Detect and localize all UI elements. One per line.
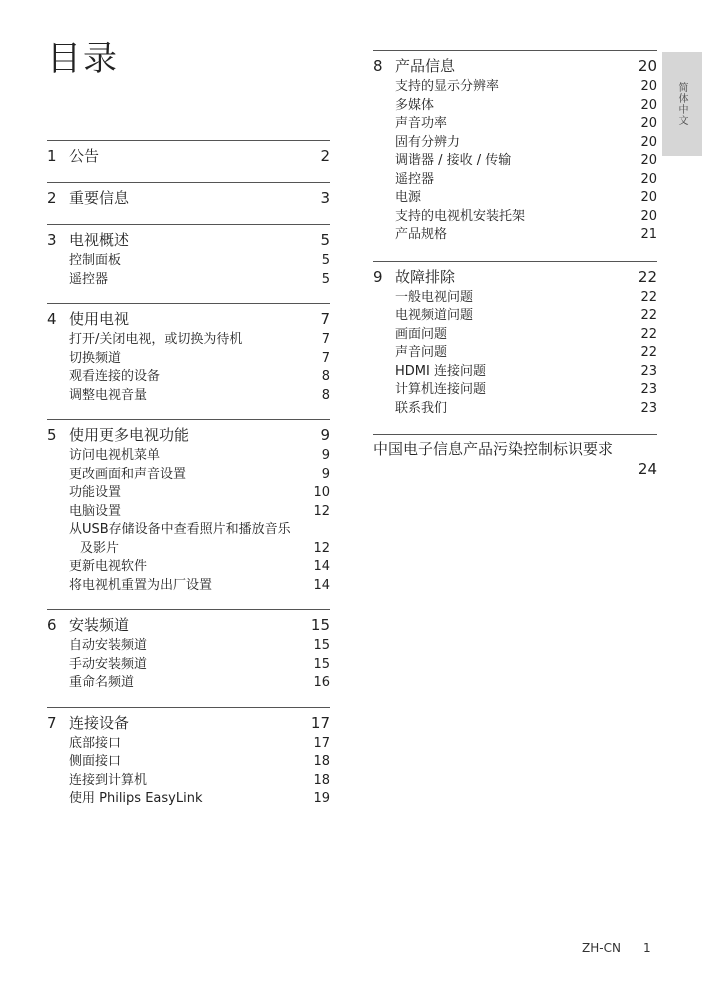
toc-item-title: 声音问题 [395,345,448,360]
toc-item-page: 22 [640,326,657,342]
toc-item[interactable] [373,78,657,97]
toc-left-column [47,140,330,809]
toc-section-number: 3 [47,231,57,249]
toc-item-page: 20 [640,116,657,131]
toc-item-page: 12 [313,540,330,556]
toc-section-title: 电视概述 [69,231,130,249]
toc-section-number: 6 [47,616,57,634]
toc-item[interactable] [47,271,330,290]
toc-section [47,609,330,693]
toc-item-page: 23 [640,363,657,379]
toc-section-page: 5 [320,231,330,249]
toc-section-heading[interactable] [47,308,330,331]
toc-item-title: 多媒体 [395,97,435,113]
toc-item-page: 7 [321,350,330,366]
toc-item-title: 连接到计算机 [69,772,148,788]
toc-section-number: 5 [47,426,57,444]
toc-item-title: 将电视机重置为出厂设置 [69,577,213,593]
toc-section-page: 20 [637,57,657,75]
toc-item-title-continued [69,540,330,559]
toc-section-title: 重要信息 [69,189,130,207]
toc-item-title: 产品规格 [395,227,448,242]
toc-section-page: 7 [320,310,330,328]
toc-item[interactable] [373,289,657,308]
toc-item-title: 自动安装频道 [69,638,148,653]
toc-item-page: 23 [640,400,657,416]
toc-item-page: 8 [321,369,330,384]
toc-section-page: 2 [320,147,330,165]
footer-page-number: 1 [642,941,651,955]
toc-item-page: 9 [321,466,330,482]
toc-item-title: 电源 [395,190,422,205]
toc-item-title: 打开/关闭电视，或切换为待机 [69,332,243,347]
toc-item-page: 15 [313,638,330,653]
toc-item-title: 切换频道 [69,350,122,366]
toc-section-number: 7 [47,713,57,732]
toc-item[interactable] [47,252,330,271]
toc-item-page: 7 [321,332,330,347]
toc-section-page: 17 [310,713,330,732]
toc-section-title: 安装频道 [69,616,130,634]
toc-item-page: 20 [640,79,657,94]
toc-item[interactable] [373,171,657,190]
toc-item-page: 5 [321,253,330,268]
toc-item-page: 20 [640,190,657,205]
toc-item-page: 17 [313,735,330,751]
toc-item-page: 9 [321,448,330,463]
toc-item-title: 计算机连接问题 [395,382,487,397]
toc-standalone-title: 中国电子信息产品污染控制标识要求 [373,440,614,458]
toc-section [373,50,657,245]
toc-item-title: 观看连接的设备 [69,369,161,384]
toc-item[interactable] [373,400,657,419]
toc-item-title: 联系我们 [395,400,448,416]
toc-item[interactable] [373,363,657,382]
toc-item-page: 14 [313,559,330,574]
toc-item[interactable] [47,387,330,406]
toc-item[interactable] [47,484,330,503]
toc-item-title: 侧面接口 [69,754,122,769]
toc-item-page: 20 [640,171,657,187]
toc-item[interactable] [47,503,330,522]
toc-item[interactable] [47,447,330,466]
toc-item-title: 更改画面和声音设置 [69,466,187,482]
toc-section-title: 使用电视 [69,310,130,328]
toc-item[interactable] [373,97,657,116]
toc-item[interactable] [373,326,657,345]
toc-item-title: 遥控器 [69,271,109,287]
toc-section-page: 15 [310,616,330,634]
toc-section-heading[interactable] [47,424,330,447]
toc-item[interactable] [47,753,330,772]
toc-section-number: 8 [373,57,383,75]
toc-item[interactable] [47,772,330,791]
toc-item-title: HDMI 连接问题 [395,363,486,379]
toc-item[interactable] [47,521,330,558]
toc-item[interactable] [373,208,657,227]
toc-section-heading[interactable] [47,712,330,735]
toc-section [47,224,330,289]
toc-section-heading[interactable] [47,229,330,252]
language-tab [662,52,702,156]
toc-item-page: 22 [640,289,657,305]
toc-section-heading[interactable] [373,55,657,78]
toc-section-title: 故障排除 [395,267,456,286]
toc-item-page: 14 [313,577,330,593]
toc-section-page: 22 [637,267,657,286]
toc-item[interactable] [373,152,657,171]
toc-item[interactable] [47,466,330,485]
toc-item-page: 10 [313,485,330,500]
toc-item-title: 支持的显示分辨率 [395,79,500,94]
toc-item[interactable] [373,381,657,400]
toc-item-page: 5 [321,271,330,287]
toc-standalone-section[interactable] [373,434,657,479]
toc-item-page: 19 [313,791,330,806]
toc-item-title: 一般电视问题 [395,289,474,305]
toc-item[interactable] [47,790,330,809]
toc-item-page: 21 [640,227,657,242]
toc-standalone-page: 24 [637,460,657,478]
toc-section [373,261,657,419]
toc-item-page: 23 [640,382,657,397]
toc-item-title: 画面问题 [395,326,448,342]
toc-item[interactable] [47,331,330,350]
toc-item[interactable] [47,674,330,693]
toc-item[interactable] [47,368,330,387]
toc-section-heading[interactable] [47,187,330,210]
toc-item-title: 支持的电视机安装托架 [395,208,526,224]
toc-item-page: 20 [640,134,657,150]
toc-section-title: 公告 [69,147,100,165]
toc-item-page: 22 [640,308,657,323]
toc-item-title: 遥控器 [395,171,435,187]
toc-section-number: 2 [47,189,57,207]
toc-item-page: 15 [313,656,330,672]
footer-lang-code: ZH-CN [582,941,621,955]
toc-section-number: 9 [373,267,383,286]
toc-item-page: 16 [313,675,330,690]
toc-item-title: 手动安装频道 [69,656,148,672]
toc-item-page: 18 [313,772,330,788]
toc-item[interactable] [373,134,657,153]
toc-item[interactable] [373,307,657,326]
toc-item-title: 使用 Philips EasyLink [69,791,203,806]
toc-item-page: 20 [640,153,657,168]
toc-item-title: 底部接口 [69,735,122,751]
toc-section-heading[interactable] [47,614,330,637]
toc-section [47,140,330,168]
toc-section-number: 4 [47,310,57,328]
toc-section-title: 产品信息 [395,57,456,75]
toc-item-page: 8 [321,387,330,403]
toc-section-number: 1 [47,147,57,165]
toc-item-title: 更新电视软件 [69,559,148,574]
toc-item[interactable] [373,115,657,134]
toc-item-title: 访问电视机菜单 [69,448,161,463]
toc-item[interactable] [47,577,330,596]
toc-section [47,419,330,595]
toc-item-title: 电视频道问题 [395,308,474,323]
page-footer [582,941,651,955]
toc-item-page: 20 [640,97,657,113]
page-title: 目录 [47,39,119,79]
toc-item-page: 22 [640,345,657,360]
toc-item[interactable] [373,344,657,363]
toc-item[interactable] [47,350,330,369]
language-tab-label: 简体中文 [676,82,687,126]
toc-item[interactable] [47,735,330,754]
toc-section-page: 3 [320,189,330,207]
toc-item-title: 调整电视音量 [69,387,148,403]
toc-item-page: 20 [640,208,657,224]
toc-item-title: 功能设置 [69,485,122,500]
toc-section-page: 9 [320,426,330,444]
toc-item[interactable] [373,189,657,208]
toc-item-title: 声音功率 [395,116,448,131]
toc-section-title: 连接设备 [69,713,130,732]
toc-item-title: 重命名频道 [69,675,135,690]
toc-item[interactable] [47,637,330,656]
toc-item-title: 调谐器 / 接收 / 传输 [395,153,512,168]
toc-right-column [373,50,657,479]
toc-item-page: 12 [313,503,330,519]
toc-section-title: 使用更多电视功能 [69,426,190,444]
toc-item-title: 固有分辨力 [395,134,461,150]
toc-item-title: 从USB存储设备中查看照片和播放音乐 [69,522,291,537]
toc-item-title: 控制面板 [69,253,122,268]
toc-item-title: 电脑设置 [69,503,122,519]
toc-item-page: 18 [313,754,330,769]
toc-section [47,182,330,210]
toc-section [47,707,330,809]
toc-item[interactable] [47,656,330,675]
toc-item[interactable] [373,226,657,245]
toc-item-title: 及影片 [80,540,120,556]
toc-section [47,303,330,405]
toc-section-heading[interactable] [47,145,330,168]
toc-section-heading[interactable] [373,266,657,289]
toc-item[interactable] [47,558,330,577]
